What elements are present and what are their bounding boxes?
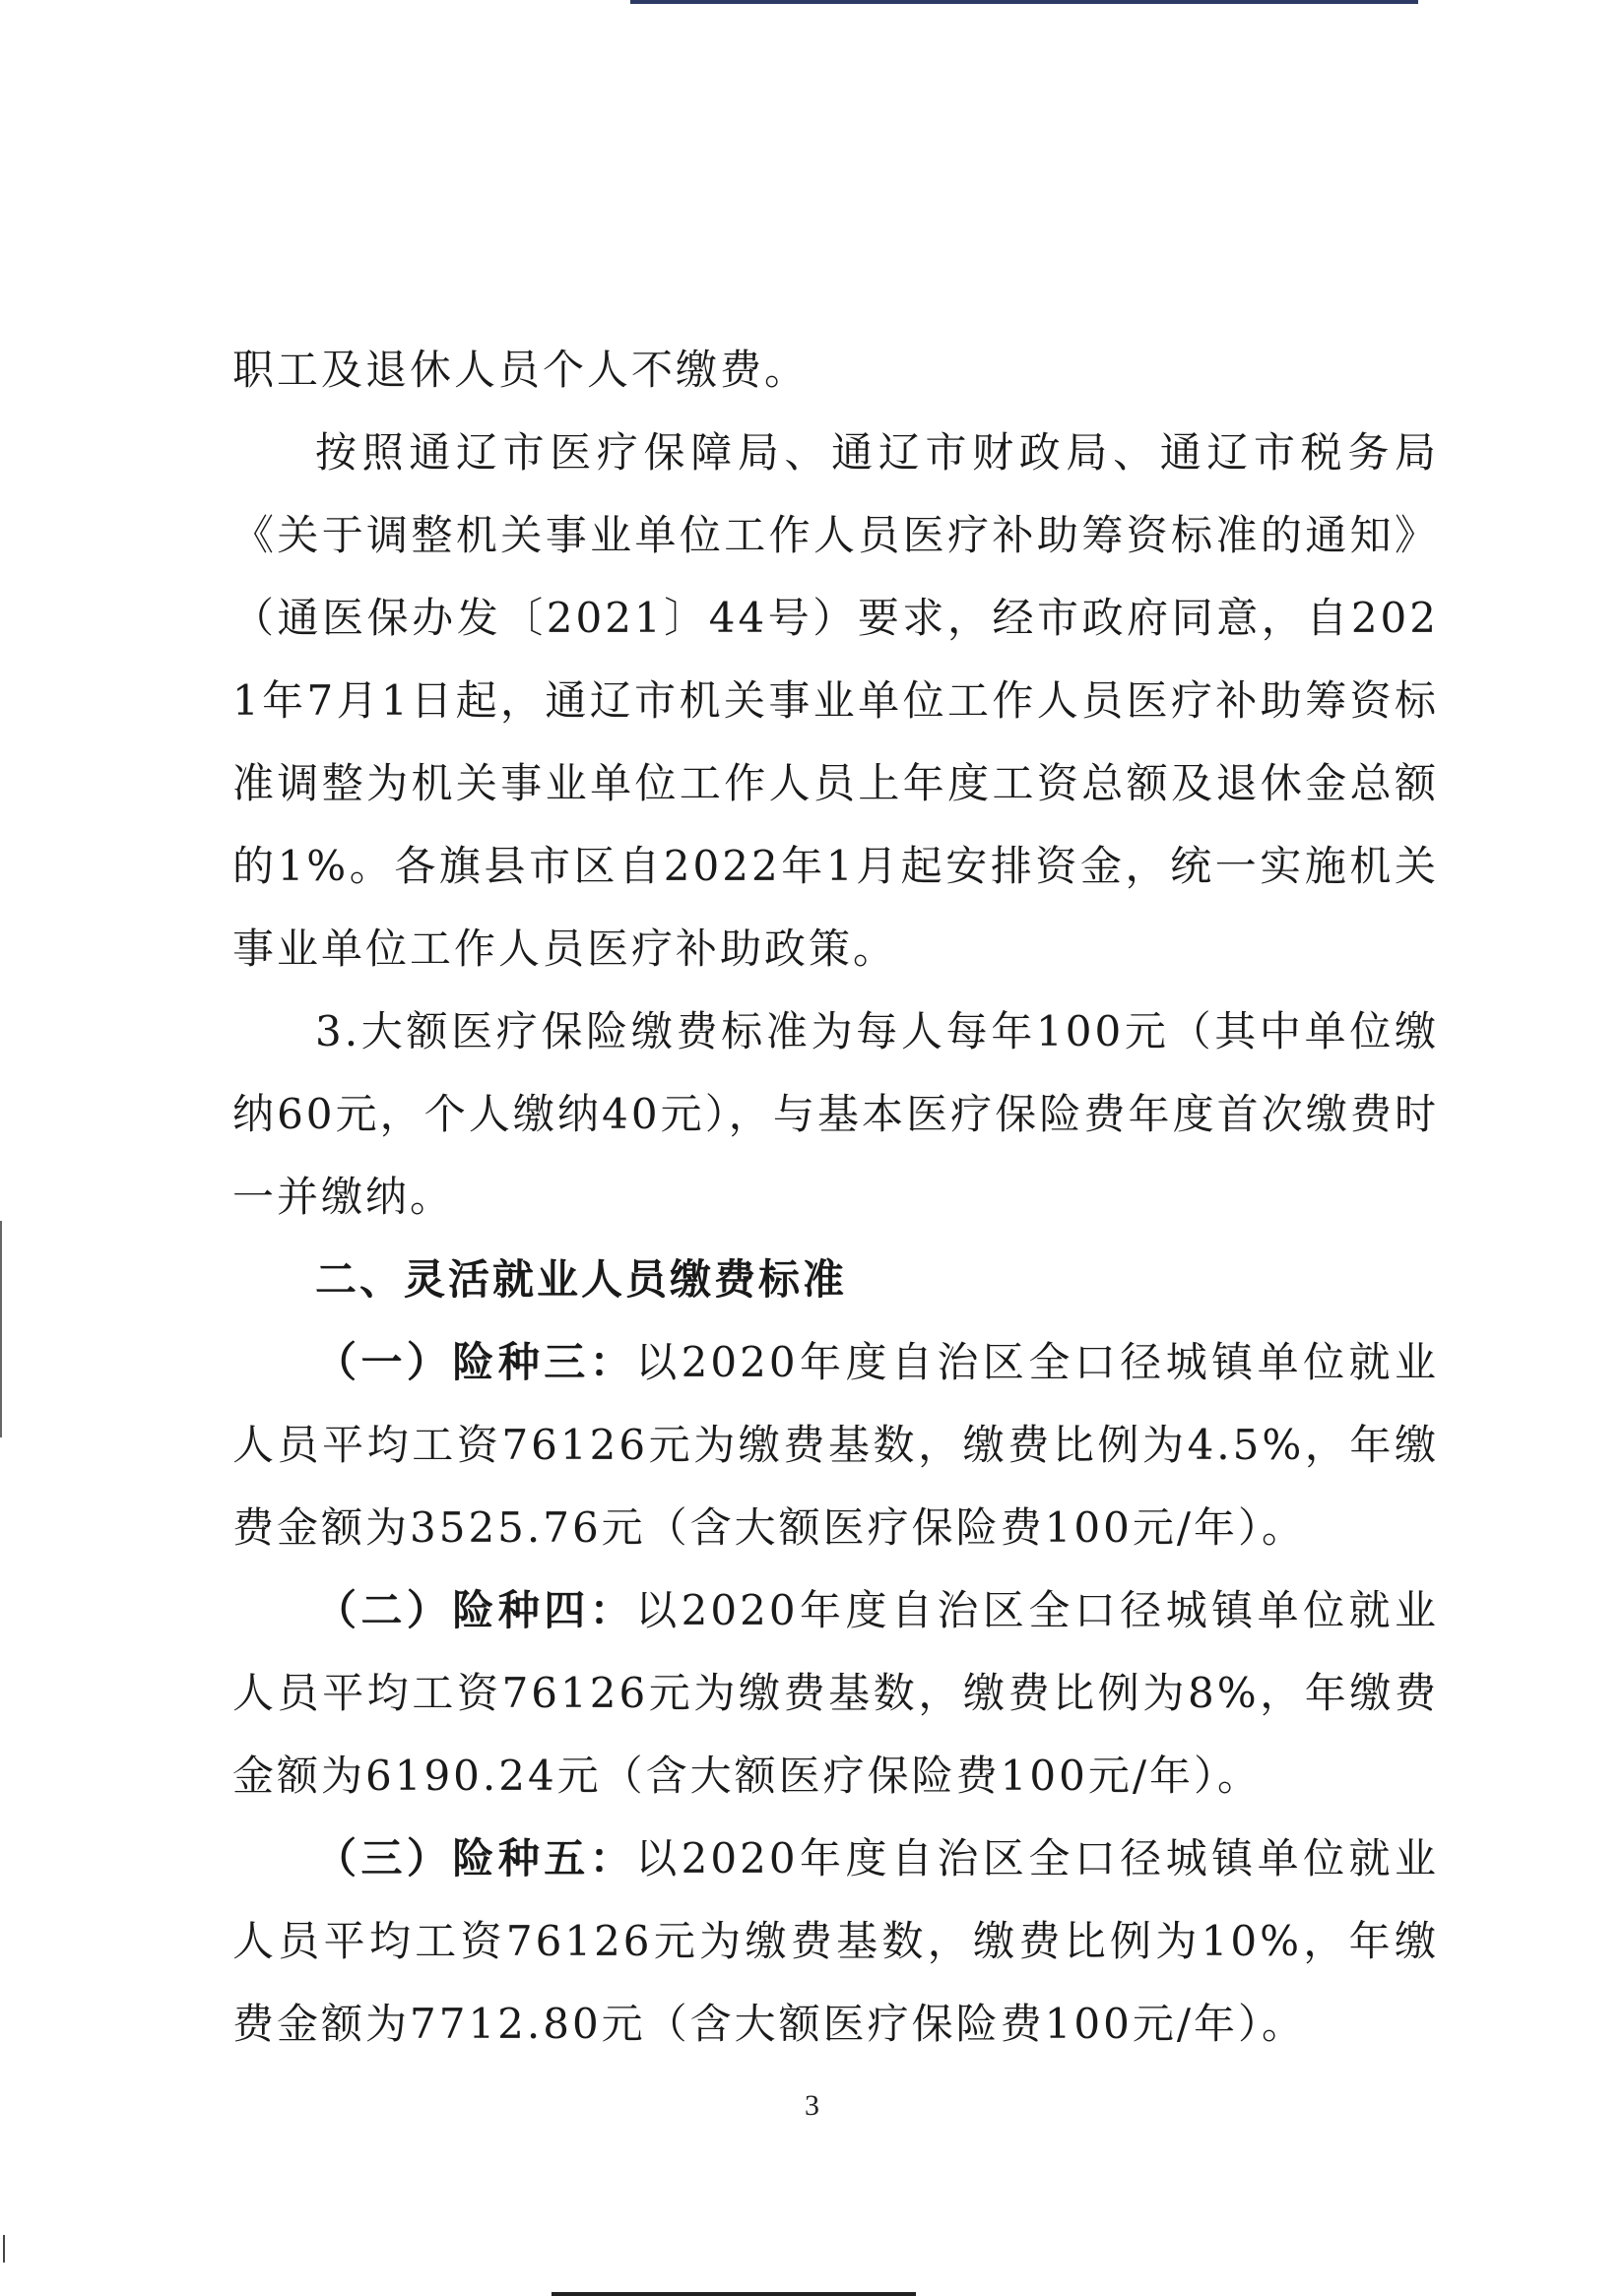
document-body (232, 329, 1439, 2066)
scan-edge-mark (0, 1221, 2, 1437)
item-label: （三）险种五： (315, 1834, 636, 1882)
item-insurance-type-5 (232, 1818, 1439, 2066)
paragraph-continuation: 职工及退休人员个人不缴费。 (232, 346, 810, 394)
section-heading-flexible-employment: 二、灵活就业人员缴费标准 (315, 1255, 848, 1304)
item-label: （二）险种四： (315, 1586, 636, 1634)
paragraph-large-medical-insurance: 3.大额医疗保险缴费标准为每人每年100元（其中单位缴纳60元，个人缴纳40元），与基本医疗保险费年度首次缴费时一并缴纳。 (232, 1007, 1439, 1221)
item-insurance-type-3 (232, 1321, 1439, 1569)
scan-edge-mark-bottom (3, 2235, 5, 2263)
item-text: 以2020年度自治区全口径城镇单位就业人员平均工资76126元为缴费基数，缴费比例为10%，年缴费金额为7712.80元（含大额医疗保险费100元/年）。 (232, 1834, 1439, 2048)
item-text: 以2020年度自治区全口径城镇单位就业人员平均工资76126元为缴费基数，缴费比例为8%，年缴费金额为6190.24元（含大额医疗保险费100元/年）。 (232, 1586, 1439, 1800)
paragraph-subsidy-notice: 按照通辽市医疗保障局、通辽市财政局、通辽市税务局《关于调整机关事业单位工作人员医疗补助筹资标准的通知》（通医保办发〔2021〕44号）要求，经市政府同意，自2021年7月1日起，通辽市机关事业单位工作人员医疗补助筹资标准调整为机关事业单位工作人员上年度工资总额及退休金总额的1%。各旗县市区自2022年1月起安排资金，统一实施机关事业单位工作人员医疗补助政策。 (232, 428, 1439, 973)
scan-mark-bottom (552, 2292, 916, 2296)
page-number: 3 (805, 2089, 819, 2122)
item-text: 以2020年度自治区全口径城镇单位就业人员平均工资76126元为缴费基数，缴费比例为4.5%，年缴费金额为3525.76元（含大额医疗保险费100元/年）。 (232, 1338, 1439, 1552)
scan-mark-top (630, 0, 1418, 4)
item-insurance-type-4 (232, 1569, 1439, 1818)
item-label: （一）险种三： (315, 1338, 636, 1386)
